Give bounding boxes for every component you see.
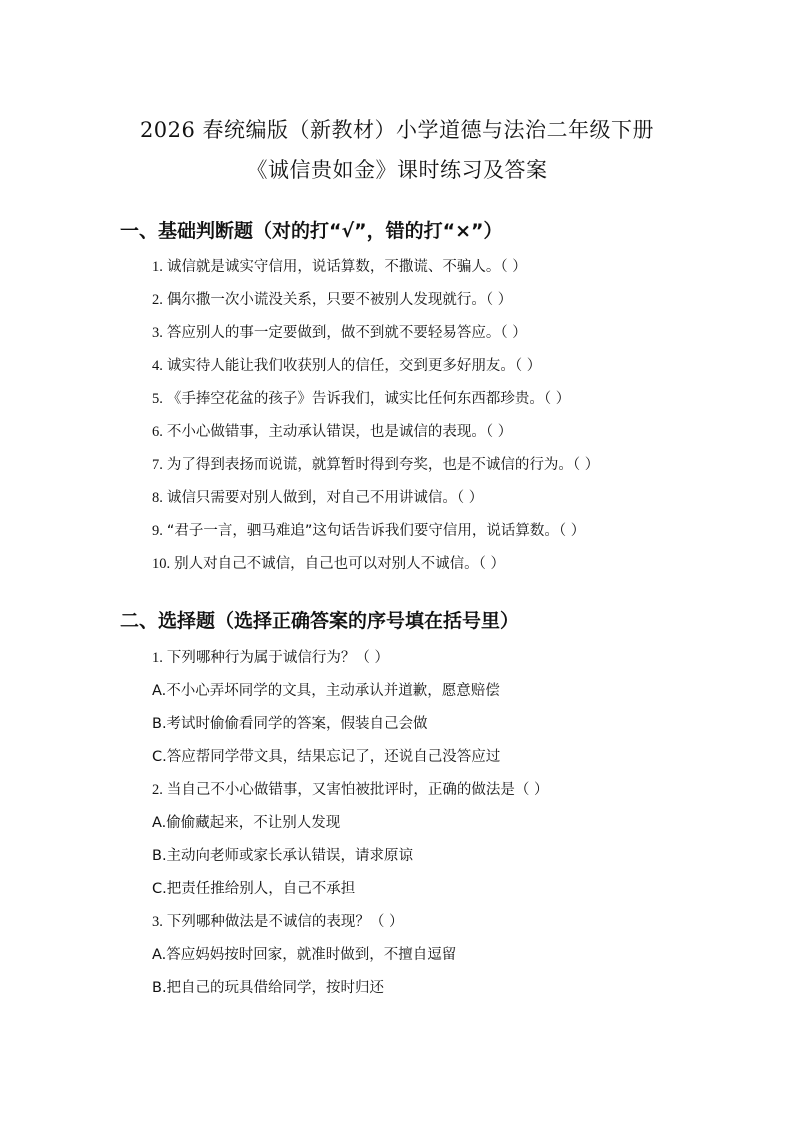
question-text: 偶尔撒一次小谎没关系，只要不被别人发现就行。（ ） (166, 292, 513, 308)
multiple-choice-question-list (152, 642, 548, 1005)
section-heading-multiple-choice: 二、选择题（选择正确答案的序号填在括号里） (120, 610, 520, 632)
question-text: 别人对自己不诚信，自己也可以对别人不诚信。（ ） (174, 556, 505, 572)
true-false-question (152, 482, 599, 515)
question-number: 2. (152, 292, 163, 308)
true-false-question (152, 548, 599, 581)
question-number: 8. (152, 490, 163, 506)
document-title-line-2: 《诚信贵如金》课时练习及答案 (246, 158, 548, 182)
question-text: 诚实待人能让我们收获别人的信任，交到更多好朋友。（ ） (166, 358, 542, 374)
true-false-question (152, 515, 599, 548)
answer-option (152, 972, 548, 1005)
question-number: 7. (152, 457, 163, 473)
question-text: 《手捧空花盆的孩子》告诉我们，诚实比任何东西都珍贵。（ ） (166, 391, 571, 407)
true-false-question (152, 350, 599, 383)
answer-option (152, 807, 548, 840)
question-number: 10. (152, 556, 171, 572)
question-text: 不小心做错事，主动承认错误，也是诚信的表现。（ ） (166, 424, 513, 440)
question-number: 1. (152, 259, 163, 275)
question-number: 3. (152, 914, 163, 930)
option-text: B.把自己的玩具借给同学，按时归还 (152, 980, 385, 996)
choice-question (152, 642, 548, 675)
question-number: 2. (152, 782, 163, 798)
answer-option (152, 741, 548, 774)
choice-question (152, 774, 548, 807)
true-false-question (152, 251, 599, 284)
answer-option (152, 939, 548, 972)
option-text: A.不小心弄坏同学的文具，主动承认并道歉，愿意赔偿 (152, 683, 500, 699)
question-number: 9. (152, 523, 163, 539)
section-heading-true-false: 一、基础判断题（对的打“√”，错的打“×”） (120, 220, 503, 242)
answer-option (152, 675, 548, 708)
question-text: 答应别人的事一定要做到，做不到就不要轻易答应。（ ） (166, 325, 527, 341)
question-number: 6. (152, 424, 163, 440)
answer-option (152, 840, 548, 873)
question-text: 下列哪种行为属于诚信行为？（ ） (166, 650, 389, 666)
true-false-question (152, 284, 599, 317)
question-text: 当自己不小心做错事，又害怕被批评时，正确的做法是（ ） (166, 782, 549, 798)
option-text: C.答应帮同学带文具，结果忘记了，还说自己没答应过 (152, 749, 501, 765)
true-false-question (152, 449, 599, 482)
question-text: “君子一言，驷马难追”这句话告诉我们要守信用，说话算数。（ ） (166, 523, 586, 539)
question-number: 3. (152, 325, 163, 341)
true-false-question (152, 383, 599, 416)
question-number: 1. (152, 650, 163, 666)
document-title-line-1: 2026 春统编版（新教材）小学道德与法治二年级下册 (139, 118, 655, 142)
option-text: C.把责任推给别人，自己不承担 (152, 881, 356, 897)
question-text: 诚信就是诚实守信用，说话算数，不撒谎、不骗人。（ ） (166, 259, 527, 275)
true-false-question (152, 416, 599, 449)
option-text: A.偷偷藏起来，不让别人发现 (152, 815, 341, 831)
true-false-question-list (152, 251, 599, 581)
question-text: 下列哪种做法是不诚信的表现？（ ） (166, 914, 404, 930)
true-false-question (152, 317, 599, 350)
choice-question (152, 906, 548, 939)
question-number: 4. (152, 358, 163, 374)
answer-option (152, 708, 548, 741)
option-text: B.主动向老师或家长承认错误，请求原谅 (152, 848, 414, 864)
question-text: 诚信只需要对别人做到，对自己不用讲诚信。（ ） (166, 490, 484, 506)
answer-option (152, 873, 548, 906)
question-text: 为了得到表扬而说谎，就算暂时得到夸奖，也是不诚信的行为。（ ） (166, 457, 600, 473)
question-number: 5. (152, 391, 163, 407)
option-text: A.答应妈妈按时回家，就准时做到，不擅自逗留 (152, 947, 457, 963)
option-text: B.考试时偷偷看同学的答案，假装自己会做 (152, 716, 428, 732)
